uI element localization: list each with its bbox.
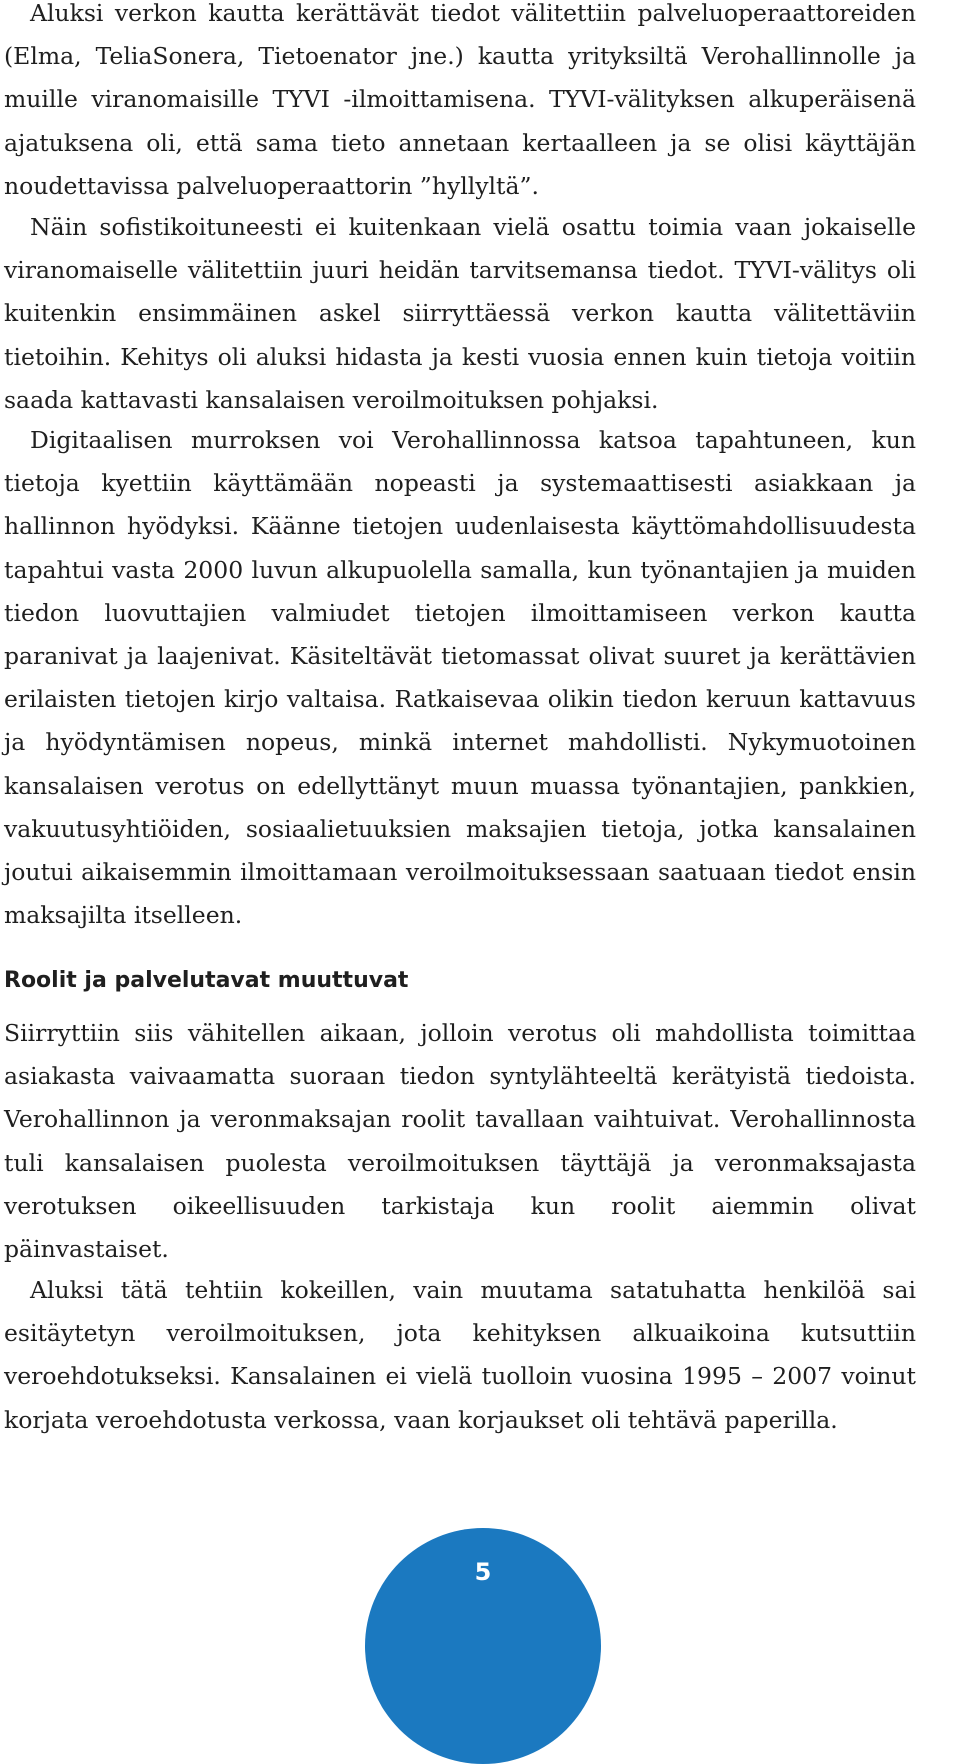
paragraph-tyvi-intro: Aluksi verkon kautta kerättävät tiedot välitettiin palveluoperaattoreiden (Elma, TeliaSonera, Tietoenator jne.) kautta yrityksiltä Verohallinnolle ja muille viranomaisille TYVI -ilmoittamisena. TYVI-välityksen alkuperäisenä ajatuksena oli, että sama tieto annetaan kertaalleen ja se olisi käyttäjän noudettavissa palveluoperaattorin ”hyllyltä”. bbox=[4, 0, 916, 200]
page-number: 5 bbox=[474, 1558, 492, 1586]
paragraph-roles-change: Siirryttiin siis vähitellen aikaan, jolloin verotus oli mahdollista toimittaa asiakasta vaivaamatta suoraan tiedon syntylähteeltä kerätyistä tiedoista. Verohallinnon ja veronmaksajan roolit tavallaan vaihtuivat. Verohallinnosta tuli kansalaisen puolesta veroilmoituksen täyttäjä ja veronmaksajasta verotuksen oikeellisuuden tarkistaja kun roolit aiemmin olivat päinvastaiset. bbox=[4, 1019, 916, 1264]
paragraph-pilot-phase: Aluksi tätä tehtiin kokeillen, vain muutama satatuhatta henkilöä sai esitäytetyn veroilmoituksen, jota kehityksen alkuaikoina kutsuttiin veroehdotukseksi. Kansalainen ei vielä tuolloin vuosina 1995 – 2007 voinut korjata veroehdotusta verkossa, vaan korjaukset oli tehtävä paperilla. bbox=[4, 1276, 916, 1434]
paragraph-digital-transition: Digitaalisen murroksen voi Verohallinnossa katsoa tapahtuneen, kun tietoja kyettiin käyttämään nopeasti ja systemaattisesti asiakkaan ja hallinnon hyödyksi. Käänne tietojen uudenlaisesta käyttömahdollisuudesta tapahtui vasta 2000 luvun alkupuolella samalla, kun työnantajien ja muiden tiedon luovuttajien valmiudet tietojen ilmoittamiseen verkon kautta paranivat ja laajenivat. Käsiteltävät tietomassat olivat suuret ja kerättävien erilaisten tietojen kirjo valtaisa. Ratkaisevaa olikin tiedon keruun kattavuus ja hyödyntämisen nopeus, minkä internet mahdollisti. Nykymuotoinen kansalaisen verotus on edellyttänyt muun muassa työnantajien, pankkien, vakuutusyhtiöiden, sosiaalietuuksien maksajien tietoja, jotka kansalainen joutui aikaisemmin ilmoittamaan veroilmoituksessaan saatuaan tiedot ensin maksajilta itselleen. bbox=[4, 426, 916, 930]
page-number-badge bbox=[365, 1528, 601, 1764]
paragraph-tyvi-limits: Näin sofistikoituneesti ei kuitenkaan vielä osattu toimia vaan jokaiselle viranomaiselle välitettiin juuri heidän tarvitsemansa tiedot. TYVI-välitys oli kuitenkin ensimmäinen askel siirryttäessä verkon kautta välitettäviin tietoihin. Kehitys oli aluksi hidasta ja kesti vuosia ennen kuin tietoja voitiin saada kattavasti kansalaisen veroilmoituksen pohjaksi. bbox=[4, 213, 916, 414]
section-heading: Roolit ja palvelutavat muuttuvat bbox=[4, 968, 409, 993]
